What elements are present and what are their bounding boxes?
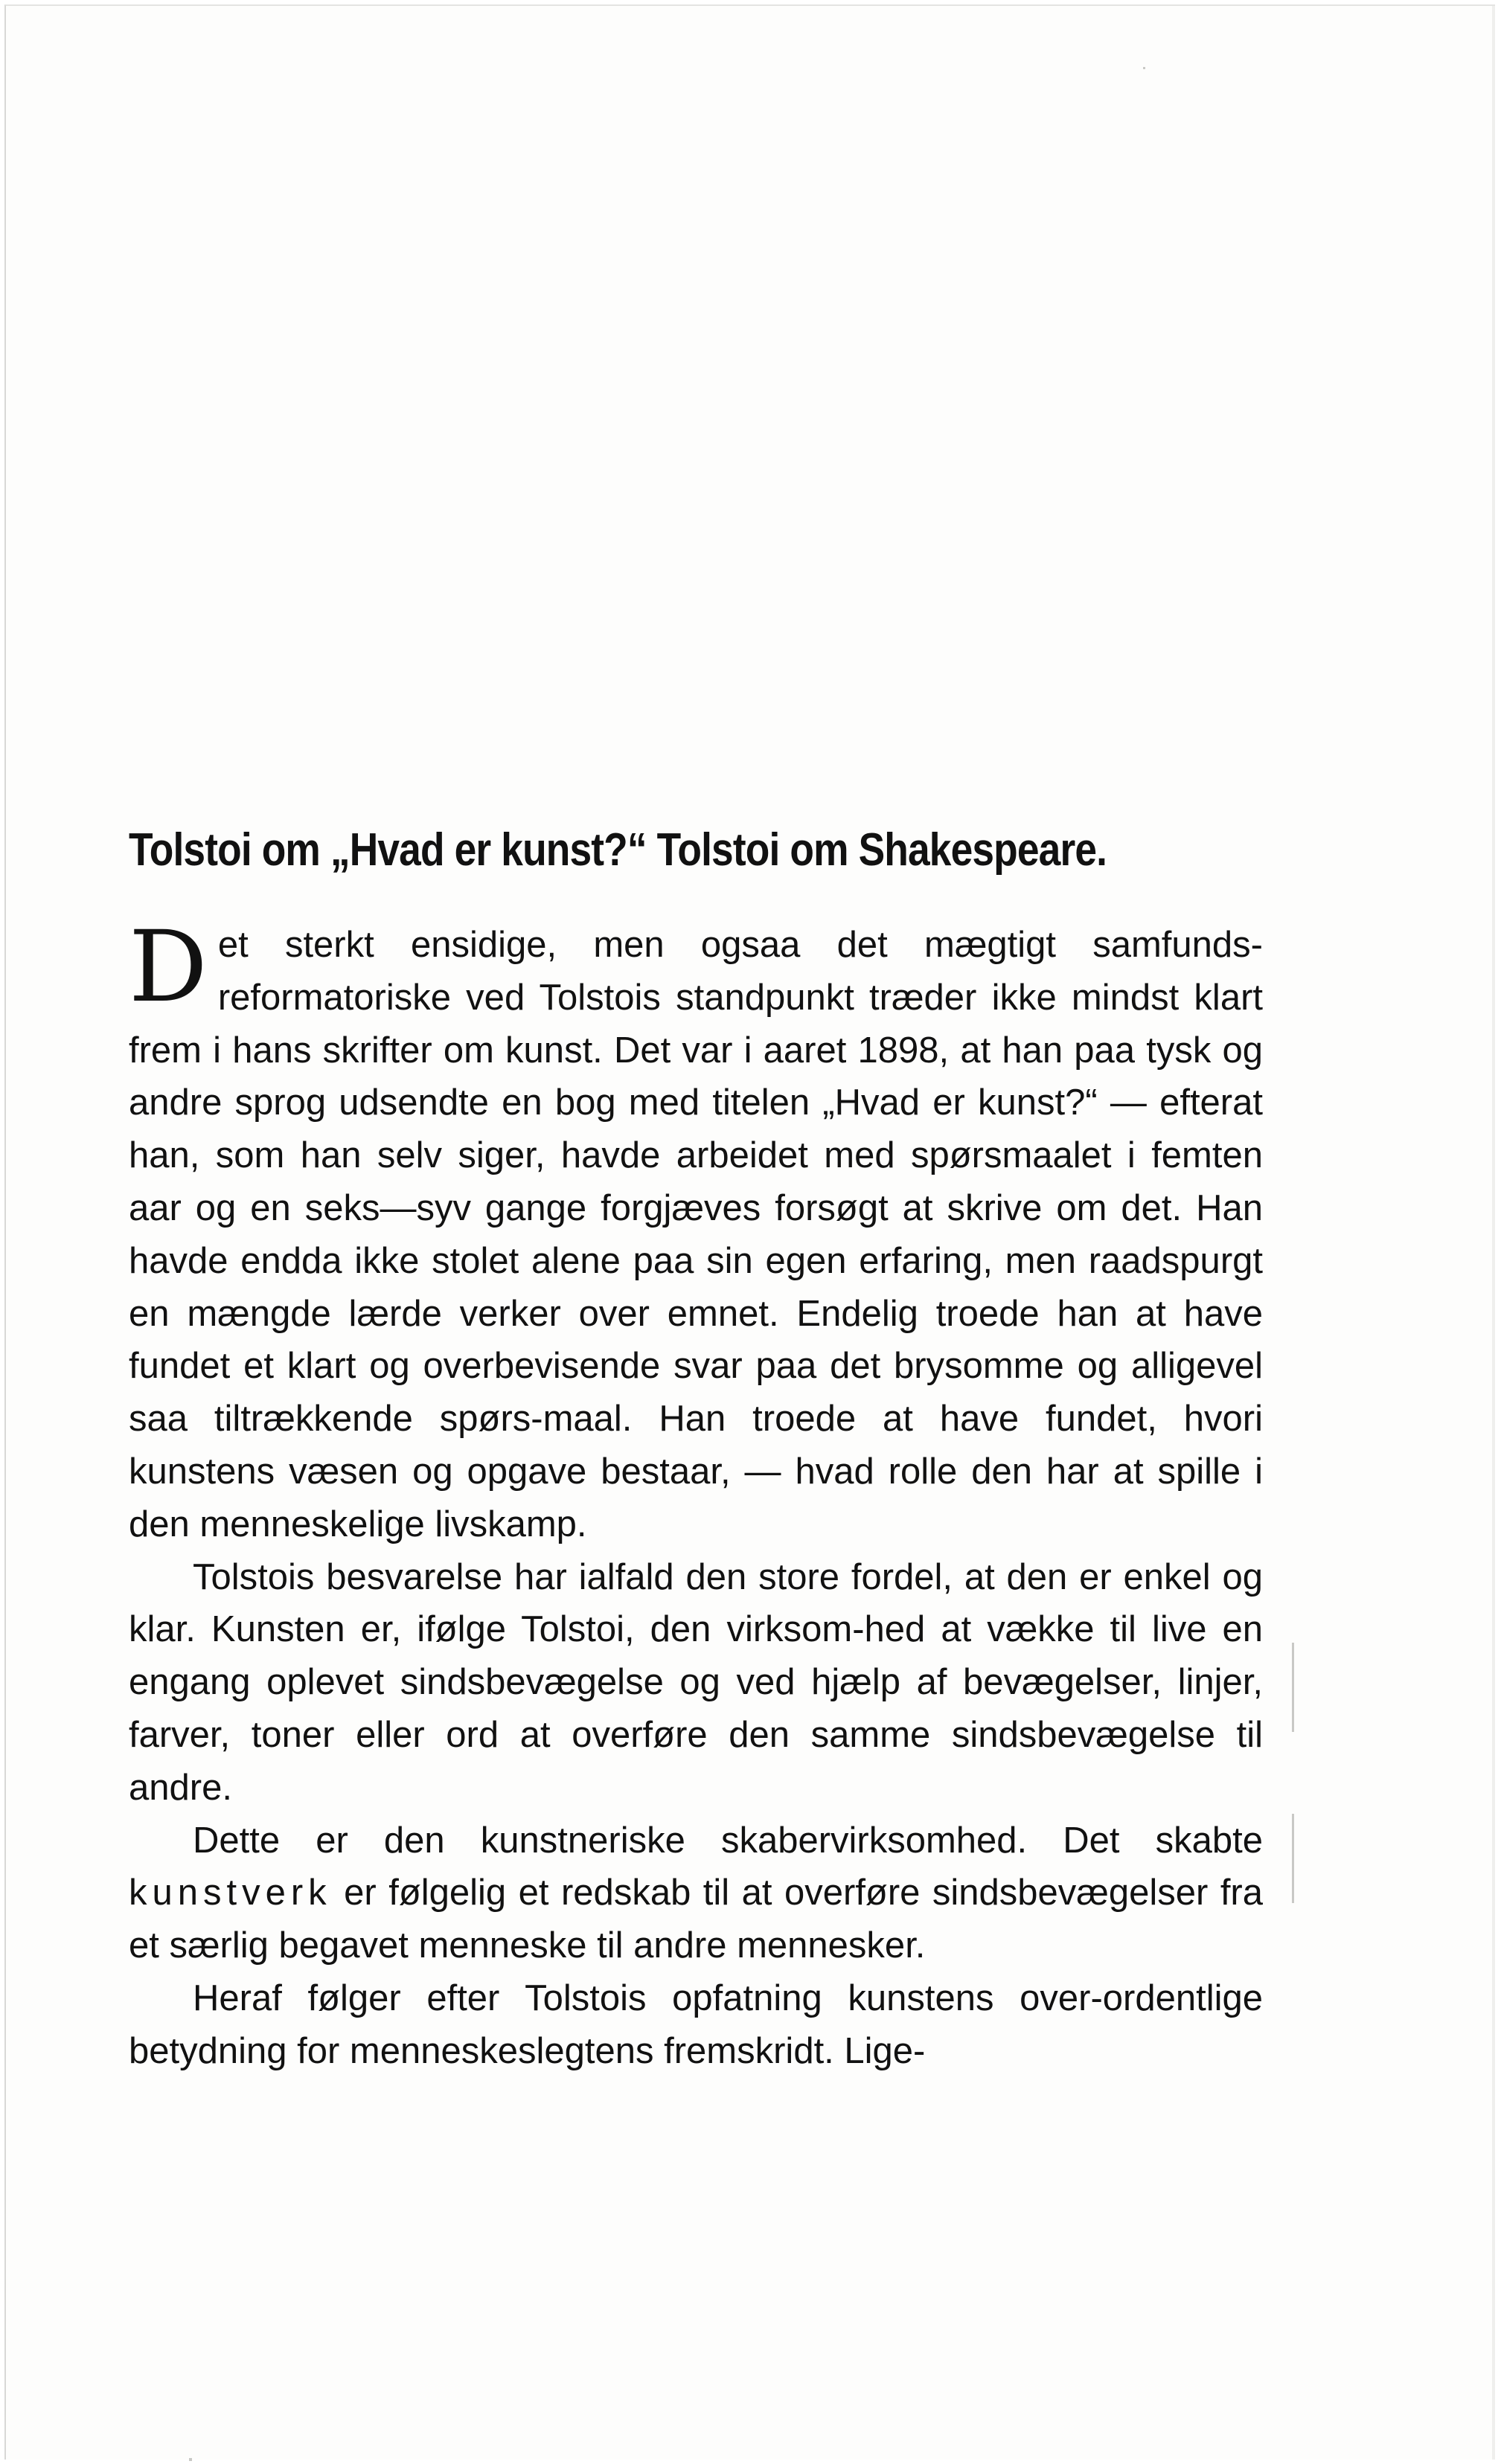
paper-speck [189, 2458, 192, 2461]
paragraph-1-text: et sterkt ensidige, men ogsaa det mægtigt samfunds-reformatoriske ved Tolstois standpunkt træder ikke mindst klart frem i hans skrifter om kunst. Det var i aaret 1898, at han paa tysk og andre sprog udsendte en bog med titelen „Hvad er kunst?“ — efterat han, som han selv siger, havde arbeidet med spørsmaalet i femten aar og en seks—syv gange forgjæves forsøgt at skrive om det. Han havde endda ikke stolet alene paa sin egen erfaring, men raadspurgt en mængde lærde verker over emnet. Endelig troede han at have fundet et klart og overbevisende svar paa det brysomme og alligevel saa tiltrækkende spørs-maal. Han troede at have fundet, hvori kunstens væsen og opgave bestaar, — hvad rolle den har at spille i den menneskelige livskamp. [129, 925, 1263, 1544]
paragraph-1 [129, 910, 1263, 1551]
page-content [129, 821, 1263, 2078]
paper-speck [1292, 1814, 1294, 1903]
emphasized-word: kunstverk [129, 1873, 332, 1913]
paragraph-4 [129, 1972, 1263, 2078]
paragraph-3-text-before: Dette er den kunstneriske skabervirksomhed. Det skabte [193, 1820, 1263, 1861]
page-edge-shadow [1492, 6, 1495, 2460]
paragraph-3 [129, 1815, 1263, 1972]
paper-speck [1292, 1643, 1294, 1732]
paragraph-2 [129, 1551, 1263, 1815]
paragraph-2-text: Tolstois besvarelse har ialfald den store fordel, at den er enkel og klar. Kunsten er, ifølge Tolstoi, den virksom-hed at vække til live en engang oplevet sindsbevægelse og ved hjælp af bevægelser, linjer, farver, toner eller ord at overføre den samme sindsbevægelse til andre. [129, 1556, 1263, 1808]
paper-speck [1143, 67, 1145, 69]
drop-cap: D [129, 910, 208, 1024]
paragraph-3-text-after: er følgelig et redskab til at overføre sindsbevægelser fra et særlig begavet menneske til andre mennesker. [129, 1873, 1263, 1966]
section-heading: Tolstoi om „Hvad er kunst?“ Tolstoi om Shakespeare. [129, 824, 1107, 876]
book-page [4, 4, 1495, 2460]
paragraph-4-text: Heraf følger efter Tolstois opfatning kunstens over-ordentlige betydning for menneskeslegtens fremskridt. Lige- [129, 1977, 1263, 2071]
